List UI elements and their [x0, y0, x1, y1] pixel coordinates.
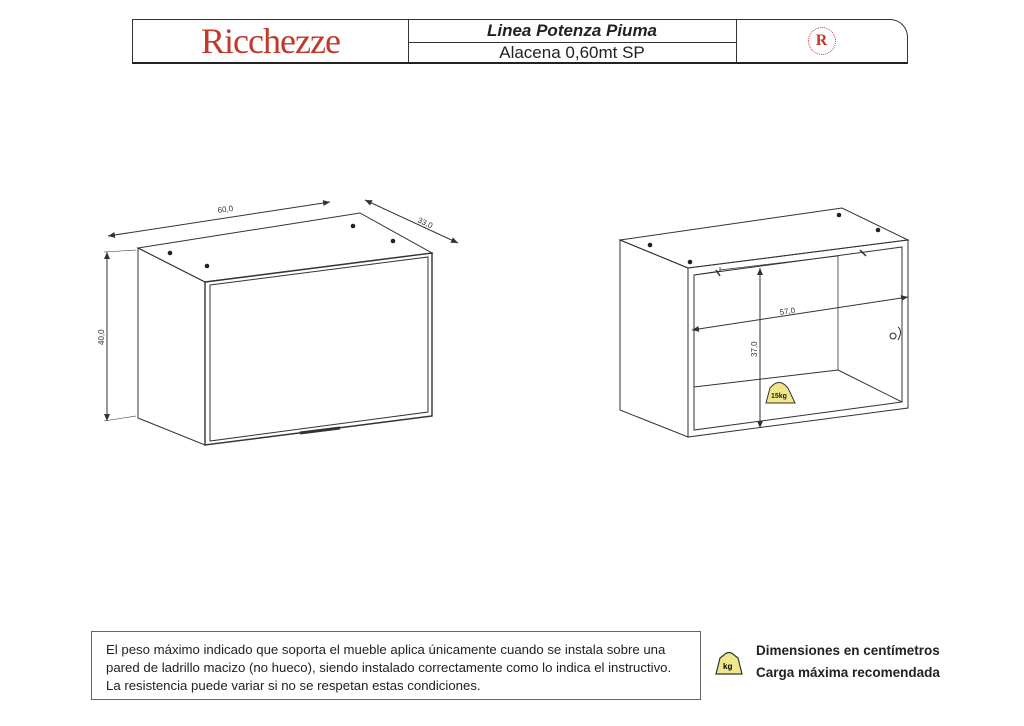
door-handle	[300, 428, 340, 433]
open-side	[620, 240, 688, 437]
height-label: 40,0	[97, 329, 106, 345]
inner-width-label: 57,0	[779, 305, 796, 317]
open-top-holes	[648, 213, 881, 265]
inner-height-label: 37,0	[750, 341, 759, 357]
weight-disclaimer	[91, 631, 701, 700]
disclaimer-text: El peso máximo indicado que soporta el mueble aplica únicamente cuando se instala sobre una pared de ladrillo macizo (no hueco), siendo instalado correctamente como lo indica el instructivo. La resistencia puede variar si no se respetan estas condiciones.	[106, 642, 672, 693]
legend-dimensions: Dimensiones en centímetros	[756, 643, 940, 658]
product-name: Alacena 0,60mt SP	[499, 43, 645, 62]
legend	[712, 640, 972, 690]
depth-label: 33,0	[416, 215, 435, 231]
shelf-side	[838, 370, 902, 402]
brand-name: Ricchezze	[201, 21, 340, 61]
width-label: 60,0	[217, 203, 234, 215]
closed-cabinet-view	[104, 200, 458, 445]
shelf-load-label: 15kg	[771, 393, 787, 400]
cabinet-side	[138, 248, 205, 445]
depth-dimension-line	[365, 200, 458, 243]
kg-weight-icon	[714, 648, 744, 676]
product-line: Linea Potenza Piuma	[408, 20, 736, 43]
seal-icon: R	[808, 27, 836, 55]
open-cabinet-view	[620, 208, 908, 437]
open-top	[620, 208, 908, 268]
legend-max-load: Carga máxima recomendada	[756, 665, 940, 680]
shelf-back	[694, 370, 838, 387]
svg-text:kg: kg	[723, 662, 733, 671]
hinge	[890, 327, 900, 340]
inner-width-dimension-line	[692, 297, 908, 330]
